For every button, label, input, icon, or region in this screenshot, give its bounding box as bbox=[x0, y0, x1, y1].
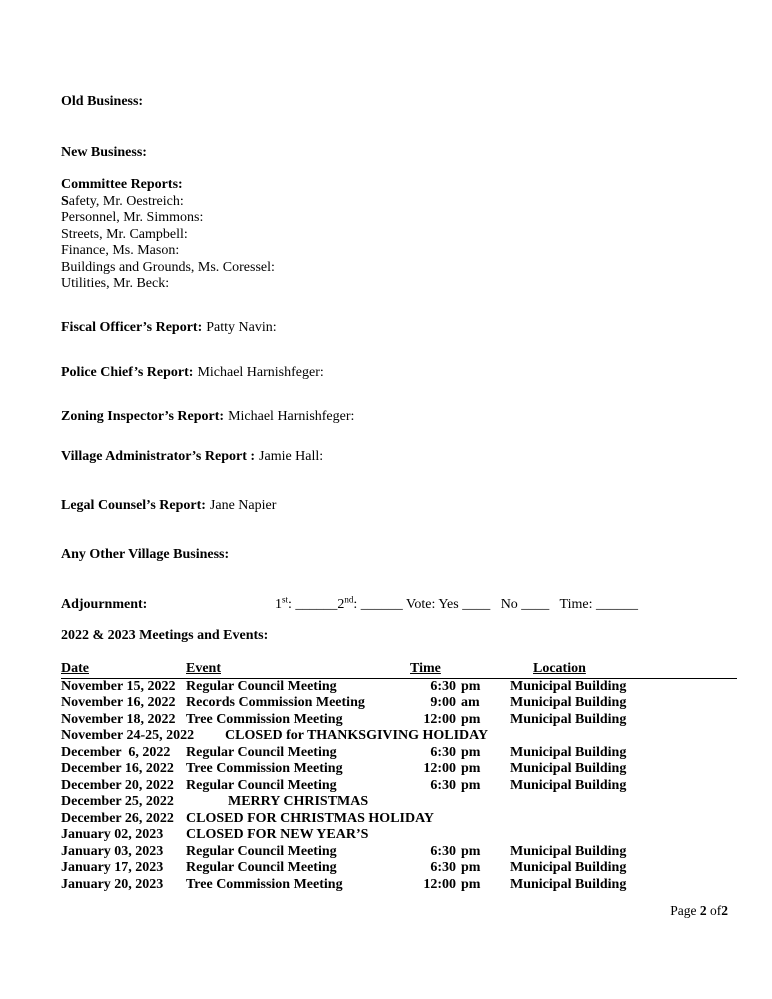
meeting-event: Regular Council Meeting bbox=[186, 744, 337, 760]
column-header-time: Time bbox=[410, 660, 441, 676]
committee-item-utilities bbox=[61, 276, 737, 293]
village-administrator-name: Jamie Hall: bbox=[259, 448, 324, 464]
closure-row-christmas-holiday bbox=[61, 811, 737, 828]
meeting-time-value: 12:00 bbox=[423, 876, 456, 892]
legal-counsel-report-label: Legal Counsel’s Report: bbox=[61, 497, 206, 513]
meeting-time-value: 6:30 bbox=[430, 678, 456, 694]
police-chief-report-line bbox=[61, 364, 737, 381]
meeting-time bbox=[410, 761, 485, 778]
meeting-location: Municipal Building bbox=[510, 695, 627, 710]
holiday-row-christmas-day bbox=[61, 794, 737, 811]
column-header-date: Date bbox=[61, 660, 89, 676]
meeting-date: January 20, 2023 bbox=[61, 876, 164, 892]
committee-item-personnel bbox=[61, 210, 737, 227]
committee-item-text: Personnel, Mr. Simmons: bbox=[61, 210, 204, 225]
adjournment-label: Adjournment: bbox=[61, 596, 148, 612]
meeting-location: Municipal Building bbox=[510, 860, 627, 875]
meeting-row bbox=[61, 745, 737, 762]
meeting-date: December 6, 2022 bbox=[61, 744, 171, 760]
committee-item-text: Utilities, Mr. Beck: bbox=[61, 276, 170, 291]
village-administrator-report-label: Village Administrator’s Report : bbox=[61, 448, 256, 464]
meeting-time-meridiem: pm bbox=[461, 843, 481, 859]
meeting-location: Municipal Building bbox=[510, 843, 627, 859]
meeting-row bbox=[61, 778, 737, 795]
footer-page-prefix: Page bbox=[670, 903, 700, 918]
meeting-date: November 15, 2022 bbox=[61, 678, 176, 694]
meeting-event: Regular Council Meeting bbox=[186, 777, 337, 793]
committee-item-text: Buildings and Grounds, Ms. Coressel: bbox=[61, 259, 275, 275]
meeting-date: December 20, 2022 bbox=[61, 777, 174, 793]
meeting-date: November 24-25, 2022 bbox=[61, 728, 195, 743]
fiscal-officer-name: Patty Navin: bbox=[206, 319, 277, 335]
vote-time-blanks: : ______ Vote: Yes ____ No ____ Time: ______ bbox=[353, 596, 638, 612]
meeting-date: December 25, 2022 bbox=[61, 794, 174, 809]
meeting-row bbox=[61, 761, 737, 778]
committee-reports-section bbox=[61, 177, 737, 293]
meeting-event: Regular Council Meeting bbox=[186, 678, 337, 694]
meeting-location: Municipal Building bbox=[510, 876, 627, 892]
committee-item-text: Finance, Ms. Mason: bbox=[61, 243, 180, 258]
committee-item-safety bbox=[61, 194, 737, 211]
committee-item-streets bbox=[61, 227, 737, 244]
footer-separator: of bbox=[706, 903, 722, 918]
meeting-time-value: 6:30 bbox=[430, 860, 456, 875]
meetings-table bbox=[61, 660, 737, 894]
meeting-date: December 26, 2022 bbox=[61, 810, 174, 826]
meeting-time-meridiem: pm bbox=[461, 761, 481, 776]
meeting-event: Records Commission Meeting bbox=[186, 695, 365, 710]
second-motion-number: 2 bbox=[337, 596, 345, 612]
committee-item-bold-initial: S bbox=[61, 193, 69, 209]
meeting-time bbox=[410, 844, 485, 861]
meeting-time-meridiem: pm bbox=[461, 777, 481, 793]
meeting-event: Tree Commission Meeting bbox=[186, 711, 343, 727]
zoning-inspector-name: Michael Harnishfeger: bbox=[228, 408, 355, 424]
meeting-time bbox=[410, 860, 485, 877]
committee-item-text: afety, Mr. Oestreich: bbox=[68, 193, 184, 209]
meeting-event: Regular Council Meeting bbox=[186, 843, 337, 859]
meeting-date: January 17, 2023 bbox=[61, 860, 164, 875]
adjournment-blanks bbox=[275, 593, 638, 613]
meeting-event: Tree Commission Meeting bbox=[186, 876, 343, 892]
second-motion-ordinal: nd bbox=[344, 593, 354, 604]
any-other-business-heading: Any Other Village Business: bbox=[61, 546, 230, 562]
legal-counsel-name: Jane Napier bbox=[209, 497, 277, 513]
meeting-location: Municipal Building bbox=[510, 777, 627, 793]
committee-reports-heading: Committee Reports: bbox=[61, 177, 183, 192]
meeting-time bbox=[410, 712, 485, 729]
meeting-time bbox=[410, 877, 485, 894]
meeting-event: Regular Council Meeting bbox=[186, 860, 337, 875]
meeting-time bbox=[410, 778, 485, 795]
meeting-date: November 16, 2022 bbox=[61, 695, 176, 710]
meeting-time-value: 6:30 bbox=[430, 744, 456, 760]
meeting-time-meridiem: pm bbox=[461, 744, 481, 760]
fiscal-officer-report-line bbox=[61, 319, 737, 336]
meeting-time-meridiem: pm bbox=[461, 876, 481, 892]
meeting-time-meridiem: pm bbox=[461, 711, 481, 727]
meeting-location: Municipal Building bbox=[510, 678, 627, 694]
meeting-time-value: 12:00 bbox=[423, 761, 456, 776]
committee-item-text: Streets, Mr. Campbell: bbox=[61, 226, 188, 242]
meeting-date: January 02, 2023 bbox=[61, 827, 164, 842]
meeting-time-meridiem: am bbox=[461, 695, 480, 710]
fiscal-officer-report-label: Fiscal Officer’s Report: bbox=[61, 319, 203, 335]
adjournment-line bbox=[61, 593, 737, 613]
meeting-event: Tree Commission Meeting bbox=[186, 761, 343, 776]
meeting-location: Municipal Building bbox=[510, 711, 627, 727]
meetings-events-heading: 2022 & 2023 Meetings and Events: bbox=[61, 627, 269, 643]
meeting-time-value: 6:30 bbox=[430, 777, 456, 793]
zoning-inspector-report-line bbox=[61, 408, 737, 425]
meeting-time-value: 6:30 bbox=[430, 843, 456, 859]
closure-note: CLOSED FOR NEW YEAR’S bbox=[186, 827, 369, 842]
meetings-table-header bbox=[61, 660, 737, 679]
closure-note: CLOSED FOR CHRISTMAS HOLIDAY bbox=[186, 810, 435, 826]
committee-item-buildings-grounds bbox=[61, 260, 737, 277]
first-motion-blank: : ______ bbox=[288, 596, 338, 612]
page-footer bbox=[670, 903, 728, 919]
meeting-row bbox=[61, 860, 737, 877]
footer-total-pages: 2 bbox=[721, 903, 728, 918]
meeting-location: Municipal Building bbox=[510, 744, 627, 760]
first-motion-number: 1 bbox=[275, 596, 282, 612]
police-chief-name: Michael Harnishfeger: bbox=[197, 364, 324, 380]
meeting-time-meridiem: pm bbox=[461, 860, 481, 875]
column-header-location: Location bbox=[533, 660, 586, 676]
meeting-row bbox=[61, 844, 737, 861]
meeting-row bbox=[61, 695, 737, 712]
closure-row-new-years bbox=[61, 827, 737, 844]
meeting-date: January 03, 2023 bbox=[61, 843, 164, 859]
legal-counsel-report-line bbox=[61, 497, 737, 514]
new-business-heading: New Business: bbox=[61, 145, 147, 160]
meeting-time bbox=[410, 695, 485, 712]
committee-item-finance bbox=[61, 243, 737, 260]
zoning-inspector-report-label: Zoning Inspector’s Report: bbox=[61, 408, 225, 424]
meeting-time-value: 12:00 bbox=[423, 711, 456, 727]
meeting-date: December 16, 2022 bbox=[61, 761, 174, 776]
meeting-row bbox=[61, 712, 737, 729]
meeting-time bbox=[410, 679, 485, 696]
first-motion-ordinal: st bbox=[282, 593, 289, 604]
meeting-location: Municipal Building bbox=[510, 761, 627, 776]
old-business-heading: Old Business: bbox=[61, 94, 144, 109]
meeting-date: November 18, 2022 bbox=[61, 711, 176, 727]
police-chief-report-label: Police Chief’s Report: bbox=[61, 364, 194, 380]
holiday-note: MERRY CHRISTMAS bbox=[228, 794, 369, 809]
meeting-time-value: 9:00 bbox=[430, 695, 456, 710]
meeting-row bbox=[61, 877, 737, 894]
village-administrator-report-line bbox=[61, 448, 737, 465]
footer-page-number: 2 bbox=[699, 903, 707, 918]
meeting-time-meridiem: pm bbox=[461, 678, 481, 694]
meeting-time bbox=[410, 745, 485, 762]
meeting-row bbox=[61, 679, 737, 696]
column-header-event: Event bbox=[186, 660, 221, 676]
closure-row-thanksgiving bbox=[61, 728, 737, 745]
closure-note: CLOSED for THANKSGIVING HOLIDAY bbox=[225, 728, 489, 743]
